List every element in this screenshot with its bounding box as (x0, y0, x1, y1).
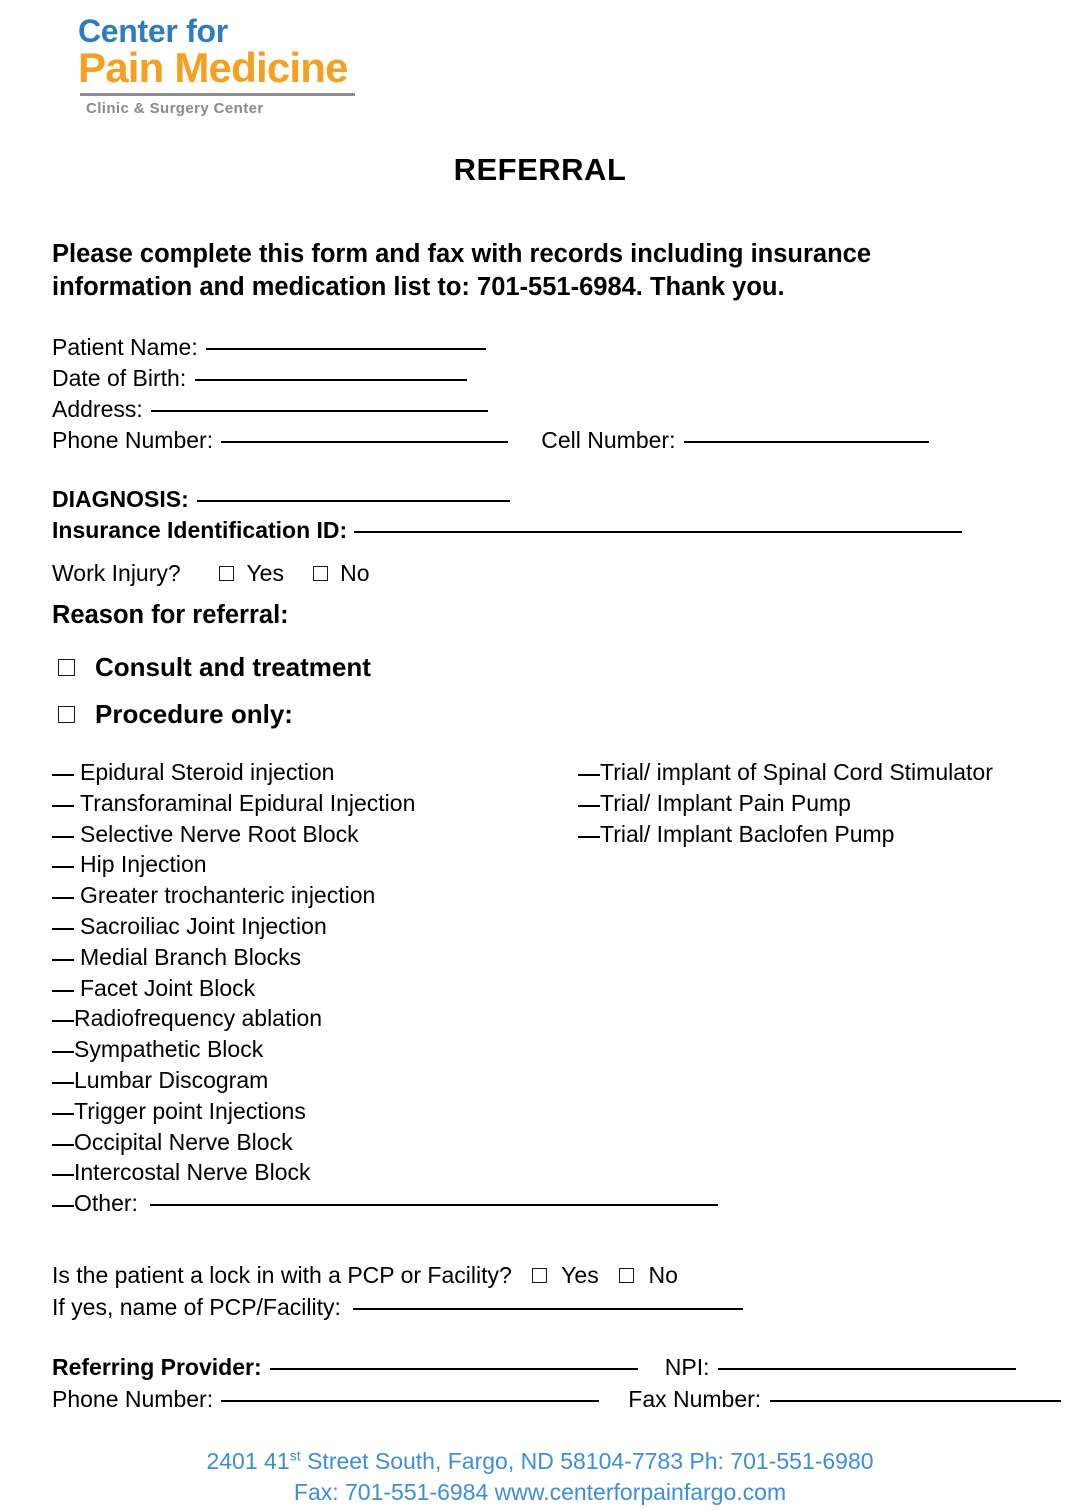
address-input[interactable] (151, 410, 488, 412)
procedure-blank-prefix[interactable] (52, 928, 74, 930)
procedure-label: Trial/ Implant Baclofen Pump (600, 820, 895, 847)
procedure-list-right-column (578, 757, 993, 849)
diagnosis-section (52, 484, 964, 546)
procedure-label: Greater trochanteric injection (80, 882, 376, 909)
procedure-blank-prefix[interactable] (578, 836, 600, 838)
reason-option-procedure-only[interactable] (56, 691, 371, 738)
provider-fax-input[interactable] (770, 1400, 1061, 1402)
procedure-only-checkbox[interactable] (58, 706, 75, 723)
procedure-other-row (52, 1188, 720, 1219)
other-blank-prefix[interactable] (52, 1205, 74, 1207)
procedure-blank-prefix[interactable] (578, 774, 600, 776)
phone-number-label: Phone Number: (52, 427, 214, 453)
procedure-item[interactable] (52, 788, 415, 819)
procedure-blank-prefix[interactable] (52, 1020, 74, 1022)
cell-number-label: Cell Number: (541, 427, 676, 453)
procedure-item[interactable] (52, 1003, 415, 1034)
footer-address-rest: Street South, Fargo, ND 58104-7783 Ph: 701-551-6980 (300, 1448, 874, 1474)
procedure-label: Hip Injection (80, 851, 207, 878)
phone-number-input[interactable] (221, 441, 508, 443)
cell-number-input[interactable] (684, 441, 929, 443)
insurance-id-row (52, 515, 964, 546)
logo-tagline: Clinic & Surgery Center (86, 100, 264, 117)
procedure-blank-prefix[interactable] (52, 1051, 74, 1053)
procedure-label: Trigger point Injections (74, 1097, 306, 1124)
work-injury-no-label: No (340, 560, 370, 586)
referring-provider-label: Referring Provider: (52, 1354, 262, 1380)
procedure-item[interactable] (52, 1096, 415, 1127)
lock-in-question-row (52, 1260, 745, 1292)
pcp-facility-input[interactable] (353, 1308, 743, 1310)
procedure-item[interactable] (52, 1034, 415, 1065)
procedure-label: Transforaminal Epidural Injection (80, 789, 416, 816)
procedure-item[interactable] (52, 880, 415, 911)
date-of-birth-label: Date of Birth: (52, 365, 187, 391)
procedure-label: Selective Nerve Root Block (80, 820, 359, 847)
consult-and-treatment-label: Consult and treatment (95, 652, 371, 682)
procedure-list-left-column (52, 757, 415, 1188)
procedure-label: Medial Branch Blocks (80, 943, 302, 970)
logo-divider-rule (80, 93, 355, 96)
procedure-item[interactable] (52, 973, 415, 1004)
work-injury-no-checkbox[interactable] (313, 566, 328, 581)
diagnosis-input[interactable] (197, 500, 510, 502)
reason-for-referral-options (56, 644, 371, 738)
address-row (52, 394, 931, 425)
procedure-blank-prefix[interactable] (52, 959, 74, 961)
procedure-item[interactable] (52, 1065, 415, 1096)
procedure-item[interactable] (578, 788, 993, 819)
procedure-blank-prefix[interactable] (52, 897, 74, 899)
footer-address-line (0, 1446, 1080, 1477)
procedure-blank-prefix[interactable] (52, 774, 74, 776)
phone-cell-row (52, 425, 931, 456)
procedure-item[interactable] (52, 757, 415, 788)
procedure-blank-prefix[interactable] (52, 805, 74, 807)
instructions-paragraph: Please complete this form and fax with records including insurance information and medication list to: 701-551-6984. Thank you. (52, 240, 872, 301)
provider-fax-label: Fax Number: (628, 1386, 762, 1412)
procedure-item[interactable] (52, 849, 415, 880)
footer-fax-web-line: Fax: 701-551-6984 www.centerforpainfargo.com (293, 1479, 787, 1505)
procedure-blank-prefix[interactable] (52, 866, 74, 868)
referring-provider-row (52, 1352, 1063, 1384)
date-of-birth-row (52, 363, 931, 394)
lock-in-no-label: No (648, 1262, 678, 1288)
procedure-blank-prefix[interactable] (52, 1113, 74, 1115)
procedure-blank-prefix[interactable] (52, 1144, 74, 1146)
lock-in-yes-label: Yes (561, 1262, 599, 1288)
insurance-id-input[interactable] (354, 531, 962, 533)
provider-phone-fax-row (52, 1384, 1063, 1416)
procedure-label: Trial/ implant of Spinal Cord Stimulator (600, 759, 993, 785)
work-injury-row (52, 558, 370, 589)
pcp-facility-label: If yes, name of PCP/Facility: (52, 1294, 341, 1320)
procedure-label: Epidural Steroid injection (80, 759, 335, 785)
reason-for-referral-heading: Reason for referral: (52, 601, 289, 629)
procedure-blank-prefix[interactable] (52, 836, 74, 838)
consult-and-treatment-checkbox[interactable] (58, 659, 75, 676)
procedure-item[interactable] (52, 819, 415, 850)
procedure-item[interactable] (52, 942, 415, 973)
lock-in-section (52, 1260, 745, 1324)
procedure-blank-prefix[interactable] (52, 990, 74, 992)
pcp-facility-row (52, 1292, 745, 1324)
lock-in-no-checkbox[interactable] (619, 1268, 634, 1283)
referring-provider-input[interactable] (270, 1368, 638, 1370)
provider-phone-input[interactable] (221, 1400, 599, 1402)
procedure-label: Intercostal Nerve Block (74, 1159, 311, 1186)
procedure-item[interactable] (52, 911, 415, 942)
procedure-blank-prefix[interactable] (52, 1082, 74, 1084)
npi-label: NPI: (664, 1354, 710, 1380)
other-input[interactable] (150, 1204, 718, 1206)
lock-in-question-label: Is the patient a lock in with a PCP or Facility? (52, 1262, 512, 1288)
procedure-item[interactable] (578, 757, 993, 788)
logo-line-pain-medicine: Pain Medicine (78, 44, 348, 91)
work-injury-yes-checkbox[interactable] (219, 566, 234, 581)
procedure-label: Sympathetic Block (74, 1036, 264, 1063)
procedure-label: Lumbar Discogram (74, 1066, 269, 1093)
patient-name-label: Patient Name: (52, 334, 198, 360)
page-title: REFERRAL (453, 152, 627, 187)
referring-provider-section (52, 1352, 1063, 1416)
lock-in-yes-checkbox[interactable] (532, 1268, 547, 1283)
reason-option-consult-and-treatment[interactable] (56, 644, 371, 691)
procedure-label: Trial/ Implant Pain Pump (600, 789, 851, 816)
work-injury-label: Work Injury? (52, 560, 181, 586)
procedure-label: Radiofrequency ablation (74, 1005, 323, 1032)
logo-line-center-for: Center for (78, 13, 228, 49)
procedure-blank-prefix[interactable] (578, 805, 600, 807)
other-label: Other: (74, 1190, 138, 1216)
procedure-item[interactable] (52, 1127, 415, 1158)
procedure-item[interactable] (578, 819, 993, 850)
procedure-only-label: Procedure only: (95, 699, 293, 729)
patient-name-row (52, 332, 931, 363)
patient-information-section (52, 332, 931, 456)
procedure-label: Occipital Nerve Block (74, 1128, 293, 1155)
patient-name-input[interactable] (206, 348, 486, 350)
clinic-logo (78, 14, 378, 119)
footer-street-prefix: 2401 41 (206, 1448, 290, 1474)
work-injury-yes-label: Yes (246, 560, 284, 586)
address-label: Address: (52, 396, 143, 422)
npi-input[interactable] (718, 1368, 1016, 1370)
diagnosis-label: DIAGNOSIS: (52, 486, 189, 512)
clinic-address-footer (0, 1446, 1080, 1508)
diagnosis-row (52, 484, 964, 515)
procedure-label: Sacroiliac Joint Injection (80, 912, 327, 939)
procedure-blank-prefix[interactable] (52, 1174, 74, 1176)
procedure-label: Facet Joint Block (80, 974, 256, 1001)
provider-phone-label: Phone Number: (52, 1386, 214, 1412)
footer-ordinal-suffix: st (289, 1448, 301, 1465)
procedure-item[interactable] (52, 1157, 415, 1188)
date-of-birth-input[interactable] (195, 379, 467, 381)
insurance-id-label: Insurance Identification ID: (52, 517, 348, 543)
